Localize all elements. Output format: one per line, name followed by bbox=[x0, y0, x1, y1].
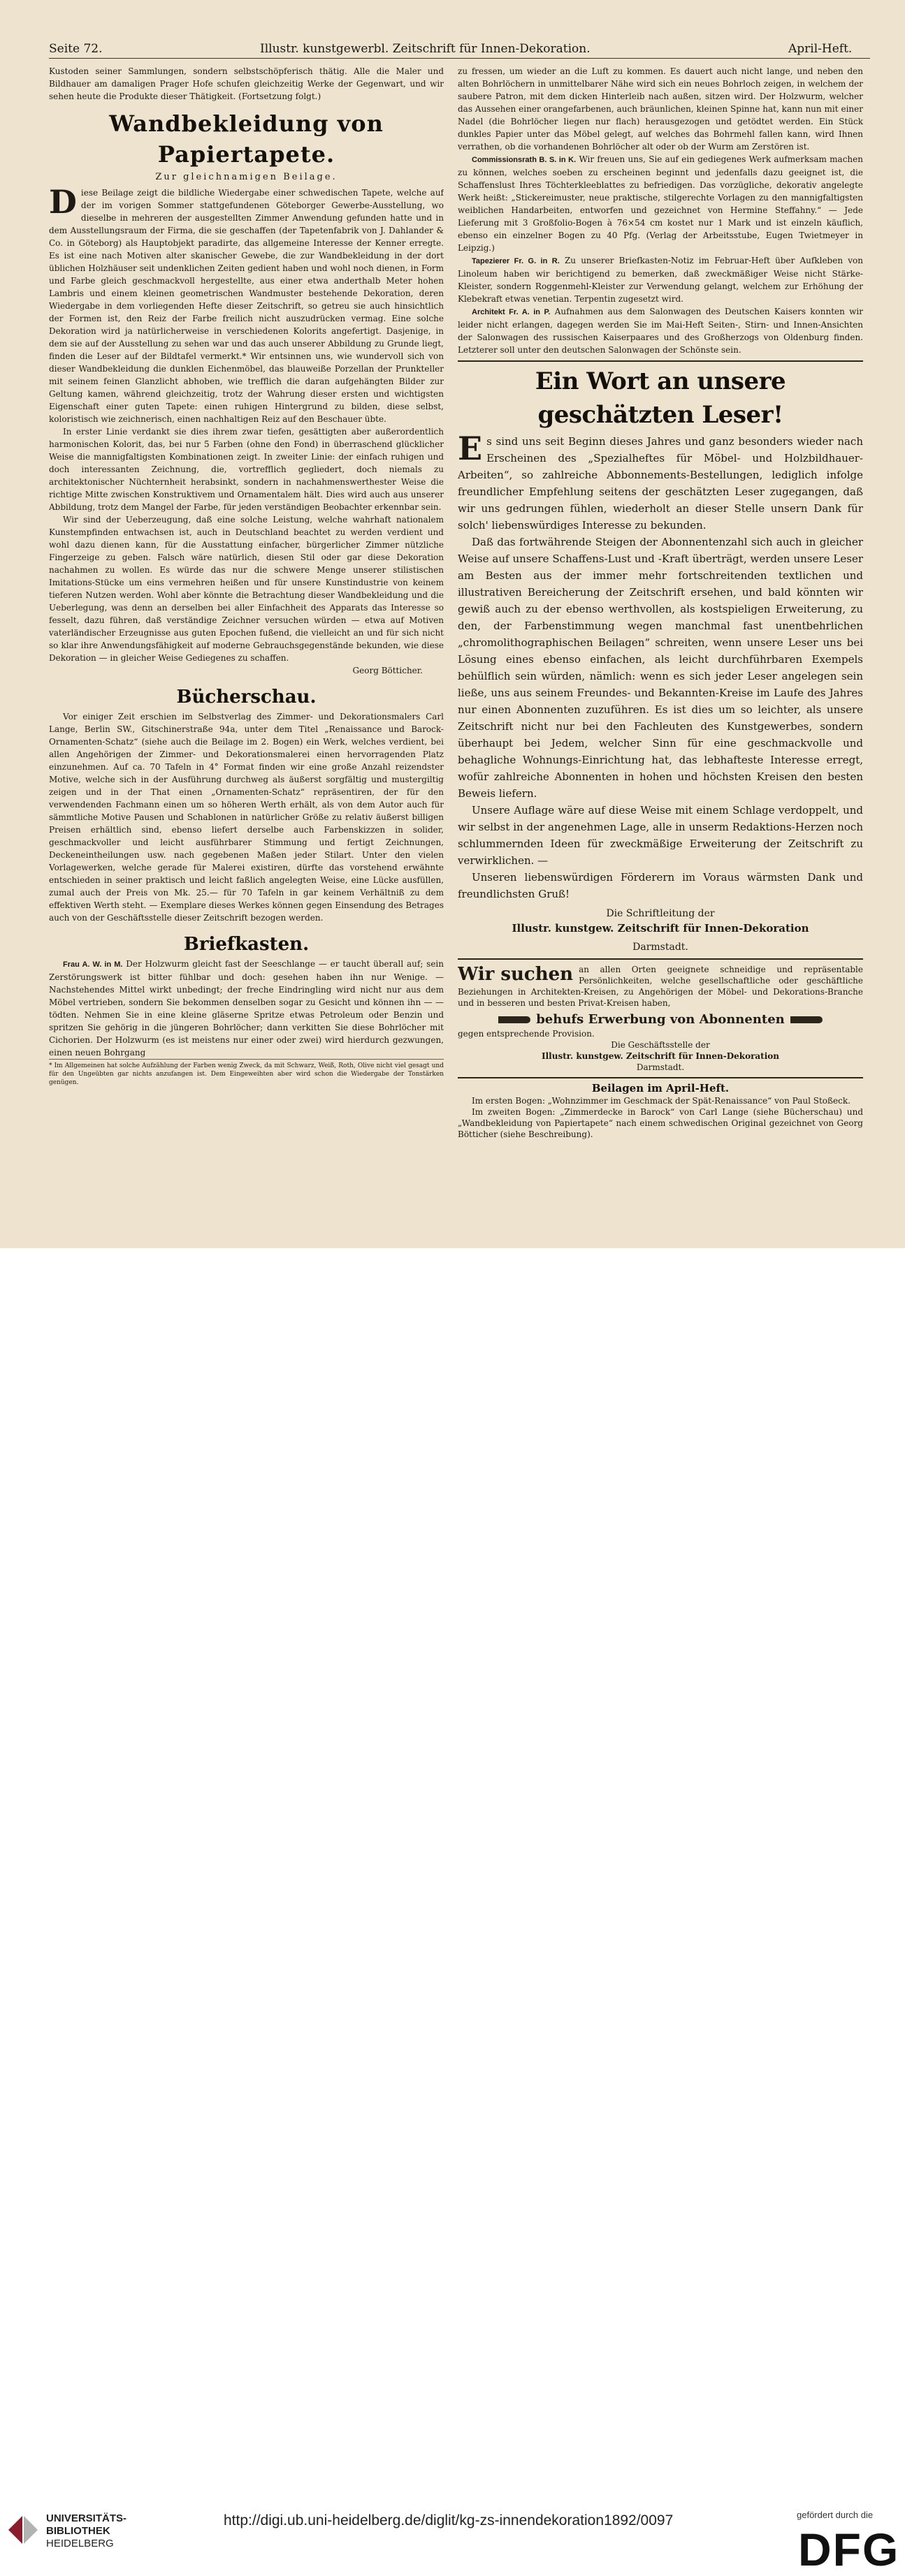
wand-title: Wandbekleidung von Papiertapete. bbox=[109, 110, 384, 168]
leser-paragraph-2: Daß das fortwährende Steigen der Abonnentenzahl sich auch in gleicher Weise auf unsere Schaffens-Lust und -Kraft überträgt, werden unsere Leser am Besten aus der immer mehr fortschreitenden textlichen und illustrativen Bereicherung der Zeitschrift ersehen, und bald könnten wir gewiß auch zu der ebenso werthvollen, als kostspieligen Erweiterung, zu den, der Farbenstimmung wegen manchmal fast unentbehrlichen „chromolithographischen Beilagen“ schreiten, wenn unsere Leser uns bei Lösung eines ebenso einfachen, als leicht durchführbaren Exempels behülflich sein würden, nämlich: wenn es sich jeder Leser angelegen sein ließe, uns aus seinem Freundes- und Bekannten-Kreise im Laufe des Jahres nur einen Abonnenten zuzuführen. Es ist dies um so leichter, als unsere Zeitschrift nicht nur bei den Fachleuten des Kunstgewerbes, sondern überhaupt bei Jedem, welcher Sinn für eine geschmackvolle und behagliche Wohnungs-Einrichtung hat, das lebhafteste Interesse erregt, wofür zahlreiche Abonnenten in hohen und höchsten Kreisen den besten Beweis liefern. bbox=[458, 536, 863, 800]
ad-behufs: behufs Erwerbung von Abonnenten bbox=[458, 1011, 863, 1028]
briefkasten-continuation: zu fressen, um wieder an die Luft zu kommen. Es dauert auch nicht lange, und neben den alten Bohrlöchern in unmittelbarer Nähe wird sich ein neues Bohrloch zeigen, in welchem der saubere Patron, mit dem dicken Hinterleib nach außen, sitzen wird. Der Holzwurm, welcher das Aussehen einer orangefarbenen, auch bräunlichen, kleinen Spinne hat, kann nun mit einer Nadel (die Bohrlöcher liegen nur flach) herausgezogen und getödtet werden. Ein Stück dunkles Papier unter das Möbel gelegt, auf welches das Bohrmehl fallen kann, wird Ihnen verrathen, ob die vorhandenen Bohrlöcher alt oder ob der Wurm am Zerstören ist. bbox=[458, 66, 863, 152]
dfg-logo: DFG bbox=[798, 2524, 900, 2575]
ad-body: Wir suchen an allen Orten geeignete schneidige und repräsentable Persönlichkeiten, welche gesellschaftliche oder geschäftliche Beziehungen in Architekten-Kreisen, zu Angehörigen der Möbel- und Dekorations-Branche und in besseren und besten Privat-Kreisen haben, bbox=[458, 964, 863, 1008]
leser-dropcap: E bbox=[458, 430, 483, 467]
leser-signature-line-2: Illustr. kunstgew. Zeitschrift für Innen-Dekoration bbox=[512, 922, 809, 935]
continued-note: (Fortsetzung folgt.) bbox=[238, 92, 321, 101]
advertisement bbox=[458, 958, 863, 1078]
wand-dropcap: D bbox=[49, 183, 77, 221]
right-column bbox=[458, 65, 863, 1224]
issue-label: April-Heft. bbox=[788, 42, 853, 56]
briefkasten-title: Briefkasten. bbox=[183, 934, 310, 955]
wand-subtitle: Zur gleichnamigen Beilage. bbox=[155, 172, 338, 182]
pointing-hand-icon bbox=[498, 1016, 530, 1023]
digitization-footer bbox=[0, 1248, 905, 2575]
briefkasten-entry-2: Commissionsrath B. S. in K. Wir freuen uns, Sie auf ein gediegenes Werk aufmerksam machen zu können, welches soeben zu erscheinen beginnt und jedenfalls dazu geeignet ist, die Schaffenslust Ihres Töchterkleeblattes zu befriedigen. Das vorzügliche, dekorativ angelegte Werk heißt: „Stickereimuster, neue praktische, stilgerechte Vorlagen zu den mannigfaltigsten weiblichen Handarbeiten, entworfen und gezeichnet von Hermine Steffahny.“ — Jede Lieferung mit 3 Großfolio-Bogen à 76×54 cm kostet nur 1 Mark und ist einzeln käuflich, ebenso ein einzelner Bogen zu 40 Pfg. (Verlag der Arbeitsstube, Eugen Twietmeyer in Leipzig.) bbox=[458, 154, 863, 253]
recipient-name: Commissionsrath B. S. in K. bbox=[472, 156, 577, 164]
intro-text: Kustoden seiner Sammlungen, sondern selbstschöpferisch thätig. Alle die Maler und Bildhauer am damaligen Prager Hofe schufen gleichzeitig Werke der Gegenwart, und wir sehen heute die Produkte dieser Thätigkeit. (Fortsetzung folgt.) bbox=[49, 66, 444, 101]
beilagen-item-1: Im ersten Bogen: „Wohnzimmer im Geschmack der Spät-Renaissance“ von Paul Stoßeck. bbox=[472, 1096, 850, 1106]
recipient-name: Tapezierer Fr. G. in R. bbox=[472, 257, 560, 265]
leser-paragraph-4: Unseren liebenswürdigen Förderern im Voraus wärmsten Dank und freundlichsten Gruß! bbox=[458, 871, 863, 900]
leser-paragraph-1: Es sind uns seit Beginn dieses Jahres und ganz besonders wieder nach Erscheinen des „Spezialheftes für Möbel- und Holzbildhauer-Arbeiten“, so zahlreiche Abbonnements-Bestellungen, lediglich infolge freundlicher Empfehlung seitens der geschätzten Leser zugegangen, daß wir uns gedrungen fühlen, wiederholt an dieser Stelle unsern Dank für solch' liebenswürdiges Interesse zu bekunden. bbox=[458, 430, 863, 532]
left-column bbox=[49, 65, 444, 1224]
footnote: * Im Allgemeinen hat solche Aufzählung der Farben wenig Zweck, da mit Schwarz, Weiß, Roth, Olive nicht viel gesagt und für den Ungeübten gar nichts anzufangen ist. Dem Eingeweihten aber wird schon die Wiedergabe der Tonstärken genügen. bbox=[49, 1059, 444, 1087]
beilagen-item-2: Im zweiten Bogen: „Zimmerdecke in Barock“ von Carl Lange (siehe Bücherschau) und „Wandbekleidung von Papiertapete“ nach einem schwedischen Original gezeichnet von Georg Bötticher (siehe Beschreibung). bbox=[458, 1107, 863, 1139]
ad-provision: gegen entsprechende Provision. bbox=[458, 1029, 595, 1039]
header-rule bbox=[49, 58, 870, 59]
wand-signature: Georg Bötticher. bbox=[352, 666, 423, 675]
library-name-line-3: HEIDELBERG bbox=[46, 2538, 114, 2549]
page-number: Seite 72. bbox=[49, 42, 103, 56]
source-url[interactable]: http://digi.ub.uni-heidelberg.de/diglit/kg-zs-innendekoration1892/0097 bbox=[224, 2512, 674, 2529]
briefkasten-entry-4: Architekt Fr. A. in P. Aufnahmen aus dem Salonwagen des Deutschen Kaisers konnten wir leider nicht erlangen, dagegen werden Sie im Mai-Heft Seiten-, Stirn- und Innen-Ansichten der Salonwagen des russischen Kaiserpaares und des Großherzogs von Oldenburg finden. Letzterer soll unter den deutschen Salonwagen der Schönste sein. bbox=[458, 307, 863, 355]
wand-paragraph-3: Wir sind der Ueberzeugung, daß eine solche Leistung, welche wahrhaft nationalem Kunstempfinden entwachsen ist, auch in Deutschland beachtet zu werden verdient und wohl dazu dienen kann, für die Ausstattung einfacher, bürgerlicher Zimmer nützliche Fingerzeige zu geben. Falsch wäre natürlich, diesen Stil oder gar diese Dekoration nachahmen zu wollen. Es würde das nur die schwere Menge unserer stilistischen Imitations-Stücke um eins vermehren heißen und für unsere Kunstindustrie von keinem tieferen Nutzen werden. Wohl aber könnte die Betrachtung dieser Wandbekleidung und die Ueberlegung, was denn an derselben bei aller Einfachheit des Apparats das Interesse so fesselt, dazu führen, daß verständige Zeichner versuchen würden — etwa auf Motiven vaterländischer Erzeugnisse aus guten Epochen fußend, die vielleicht an und für sich nicht so klar ihre Anwendungsfähigkeit auf moderne Gebrauchsgegenstände bekunden, wie diese Dekoration — in gleicher Weise Gediegenes zu schaffen. bbox=[49, 515, 444, 663]
ad-headline: Wir suchen bbox=[458, 964, 574, 985]
briefkasten-entry-1: Frau A. W. in M. Der Holzwurm gleicht fast der Seeschlange — er taucht überall auf; sein Zerstörungswerk ist bitter fühlbar und doch: gesehen haben ihn nur Wenige. — Nachstehendes Mittel wirkt unbedingt; der freche Eindringling wird nicht nur aus dem Möbel vertrieben, sondern Sie bekommen denselben sogar zu Gesicht und können ihn — — tödten. Nehmen Sie in eine kleine gläserne Spritze etwas Petroleum oder Benzin und spritzen Sie gehörig in die jüngeren Bohrlöcher; dann verkitten Sie diese Bohrlöcher mit Cichorien. Der Holzwurm (es ist meistens nur einer oder zwei) wird hierdurch gezwungen, einen neuen Bohrgang bbox=[49, 959, 444, 1058]
leser-signature-line-1: Die Schriftleitung der bbox=[606, 908, 715, 919]
ad-signature-line-2: Illustr. kunstgew. Zeitschrift für Innen-Dekoration bbox=[541, 1051, 780, 1061]
scanned-page bbox=[0, 0, 905, 1248]
buecherschau-title: Bücherschau. bbox=[176, 687, 317, 708]
pointing-hand-icon bbox=[790, 1016, 823, 1023]
recipient-name: Frau A. W. in M. bbox=[63, 960, 123, 969]
funding-caption: gefördert durch die bbox=[797, 2510, 874, 2520]
divider bbox=[458, 360, 863, 362]
leser-paragraph-3: Unsere Auflage wäre auf diese Weise mit einem Schlage verdoppelt, und wir selbst in der angenehmen Lage, alle in unserm Redaktions-Herzen noch schlummernden Ideen für zweckmäßige Erweiterung der Zeitschrift zu verwirklichen. — bbox=[458, 804, 863, 867]
leser-title: Ein Wort an unsere geschätzten Leser! bbox=[535, 367, 786, 429]
ad-signature-line-3: Darmstadt. bbox=[636, 1062, 685, 1072]
journal-title: Illustr. kunstgewerbl. Zeitschrift für Innen-Dekoration. bbox=[260, 42, 591, 56]
buecherschau-paragraph: Vor einiger Zeit erschien im Selbstverlag des Zimmer- und Dekorationsmalers Carl Lange, Berlin SW., Gitschinerstraße 94a, unter dem Titel „Renaissance und Barock-Ornamenten-Schatz“ (siehe auch die Beilage im 2. Bogen) ein Werk, welches verdient, bei allen Angehörigen der Zimmer- und Dekorationsmalerei einen hervorragenden Platz einzunehmen. Auf ca. 70 Tafeln in 4° Format finden wir eine große Anzahl reizendster Motive, welche sich in der Ausführung durchweg als äußerst sorgfältig und mustergiltig zeigen und in der That einen „Ornamenten-Schatz“ repräsentiren, der für den verwendenden Fachmann einen um so höheren Werth erhält, als von dem Autor auch für sämmtliche Motive Pausen und Schablonen in natürlicher Größe zu relativ äußerst billigen Preisen erhältlich sind, ebenso liefert derselbe auch Farbenskizzen in solider, geschmackvoller und leicht ausführbarer Stimmung und fertigt Zeichnungen, Deckeneintheilungen usw. nach gegebenen Maßen jeder Stilart. Unter den vielen Vorlagewerken, welche gerade für Malerei existiren, dürfte das vorstehend erwähnte entschieden in seiner praktisch und leicht faßlich angelegten Weise, eine Lücke ausfüllen, zumal auch der Preis von Mk. 25.— für 70 Tafeln in gar keinem Verhältniß zu dem effektiven Werth steht. — Exemplare dieses Werkes können gegen Einsendung des Betrages auch von der Geschäftsstelle dieser Zeitschrift bezogen werden. bbox=[49, 712, 444, 923]
wand-paragraph-2: In erster Linie verdankt sie dies ihrem zwar tiefen, gesättigten aber außerordentlich harmonischen Kolorit, das, bei nur 5 Farben (ohne den Fond) in überraschend glücklicher Weise die mannigfaltigsten Kombinationen zeigt. In zweiter Linie: der einfach ruhigen und doch interessanten Zeichnung, die, vortrefflich gegliedert, doch niemals zu architektonischer Nüchternheit herabsinkt, sondern in nachahmenswerthester Weise die richtige Mitte zwischen Konstruktivem und Ornamentalem hält. Dies wird auch aus unserer Abbildung, trotz dem Mangel der Farbe, für jeden verständigen Beobachter erkennbar sein. bbox=[49, 427, 444, 512]
leser-signature-line-3: Darmstadt. bbox=[632, 942, 688, 953]
university-logo bbox=[7, 2514, 39, 2546]
recipient-name: Architekt Fr. A. in P. bbox=[472, 308, 551, 316]
wand-paragraph-1: Diese Beilage zeigt die bildliche Wiedergabe einer schwedischen Tapete, welche auf der im vorigen Sommer stattgefundenen Göteborger Gewerbe-Ausstellung, wo dieselbe in mehreren der ausgestellten Zimmer Anwendung gefunden hatte und in dem Ausstellungsraum der Firma, die sie geschaffen (der Tapetenfabrik von J. Dahlander & Co. in Göteborg) als Hauptobjekt paradirte, das allgemeine Interesse der Kenner erregte. Es ist eine nach Motiven alter skanischer Gewebe, die zur Wandbekleidung in der dort üblichen Holzhäuser seit undenklichen Zeiten gedient haben und wohl noch dienen, in Form und Farbe gleich geschmackvoll hergestellte, aus einer etwa anderthalb Meter hohen Lambris und einem kleinen geometrischen Wandmuster bestehende Dekoration, deren Wiedergabe in dem vorliegenden Hefte dieser Zeitschrift, so getreu sie auch hinsichtlich der Formen ist, den Reiz der Farbe freilich nicht auszudrücken vermag. Eine solche Dekoration wird ja natürlicherweise in verschiedenen Kolorits angefertigt. Dasjenige, in dem sie auf der Ausstellung zu sehen war und das auch unserer Abbildung zu Grunde liegt, finden die Leser auf der Bildtafel vermerkt.* Wir entsinnen uns, wie wundervoll sich von dieser Wandbekleidung die dunklen Eichenmöbel, das blauweiße Porzellan der Prunkteller mit seinem feinen Glanzlicht abhoben, wie trefflich die daran aufgehängten Bilder zur Geltung kamen, während gleichzeitig, trotz der Wahrung dieser ersten und wichtigsten Eigenschaft einer guten Tapete: einen ruhigen Hintergrund zu bilden, diese selbst, koloristisch wie zeichnerisch, einen nachhaltigen Reiz auf den Beschauer übte. bbox=[49, 183, 444, 424]
library-name-line-2: BIBLIOTHEK bbox=[46, 2525, 110, 2537]
beilagen-title: Beilagen im April-Heft. bbox=[591, 1082, 730, 1095]
briefkasten-entry-3: Tapezierer Fr. G. in R. Zu unserer Briefkasten-Notiz im Februar-Heft über Aufkleben von Linoleum haben wir berichtigend zu bemerken, daß zweckmäßiger Weise nicht Stärke-Kleister, sondern Roggenmehl-Kleister zur Verwendung gelangt, welchem zur Erhöhung der Klebekraft etwas venetian. Terpentin zugesetzt wird. bbox=[458, 256, 863, 304]
library-name-line-1: UNIVERSITÄTS- bbox=[46, 2512, 127, 2524]
ad-signature-line-1: Die Geschäftsstelle der bbox=[611, 1040, 710, 1050]
